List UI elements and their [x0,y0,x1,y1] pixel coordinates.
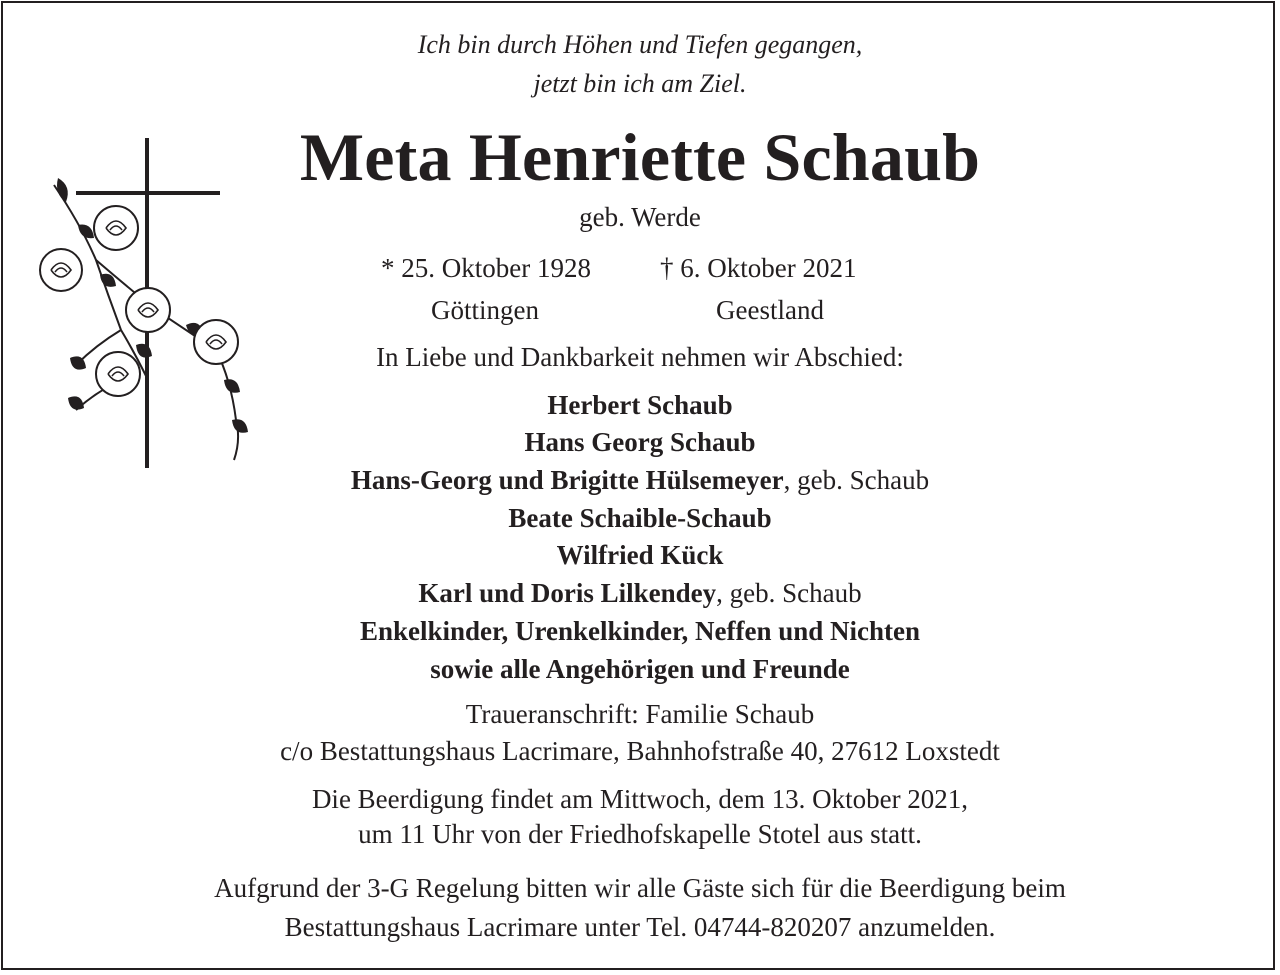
mourner-line [0,503,1280,534]
mourner-name: Hans Georg Schaub [524,427,756,457]
birth-date: * 25. Oktober 1928 [381,253,591,283]
mourner-line [0,390,1280,421]
mourner-line [0,654,1280,685]
mourner-line [0,578,1280,609]
mourner-name: Wilfried Kück [556,540,724,570]
mourner-name: sowie alle Angehörigen und Freunde [430,654,850,684]
motto-line-2: jetzt bin ich am Ziel. [533,69,747,98]
mourner-line [0,540,1280,571]
motto-line-1: Ich bin durch Höhen und Tiefen gegangen, [417,30,863,59]
notice-line-2: Bestattungshaus Lacrimare unter Tel. 04744-820207 anzumelden. [284,912,996,942]
mourner-name: Herbert Schaub [547,390,733,420]
mourner-line [0,616,1280,647]
death-date: † 6. Oktober 2021 [660,253,857,283]
farewell-text: In Liebe und Dankbarkeit nehmen wir Abschied: [376,342,904,372]
death-place: Geestland [716,295,824,325]
mourner-name: Beate Schaible-Schaub [508,503,772,533]
mourner-name: Karl und Doris Lilkendey [418,578,717,608]
birth-name: geb. Werde [579,202,701,232]
mourner-suffix: , geb. Schaub [716,578,862,608]
deceased-name: Meta Henriette Schaub [299,119,981,195]
mourner-name: Enkelkinder, Urenkelkinder, Neffen und Nichten [359,616,921,646]
address-line-1: Traueranschrift: Familie Schaub [465,699,815,729]
address-line-2: c/o Bestattungshaus Lacrimare, Bahnhofstraße 40, 27612 Loxstedt [280,736,1000,766]
mourner-suffix: , geb. Schaub [783,465,930,495]
funeral-line-2: um 11 Uhr von der Friedhofskapelle Stotel aus statt. [358,819,922,849]
mourner-name: Hans-Georg und Brigitte Hülsemeyer [350,465,784,495]
mourner-line [0,465,1280,496]
mourner-line [0,427,1280,458]
birth-place: Göttingen [431,295,539,325]
funeral-line-1: Die Beerdigung findet am Mittwoch, dem 13. Oktober 2021, [311,784,969,814]
notice-line-1: Aufgrund der 3-G Regelung bitten wir alle Gäste sich für die Beerdigung beim [214,873,1066,903]
